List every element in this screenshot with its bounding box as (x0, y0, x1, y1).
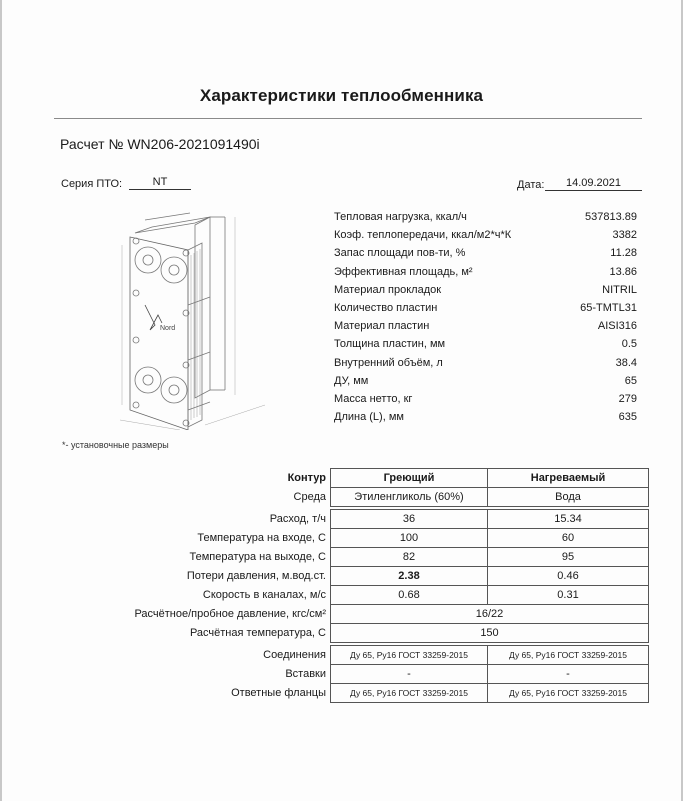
table-header-row (100, 469, 649, 488)
circuits-table (100, 468, 649, 703)
spec-row (334, 263, 637, 281)
spec-row (334, 317, 637, 335)
footnote: *- установочные размеры (62, 440, 169, 450)
row-label: Потери давления, м.вод.ст. (186, 570, 326, 582)
date-value: 14.09.2021 (545, 177, 642, 191)
table-row (100, 548, 649, 567)
spec-label: Тепловая нагрузка, ккал/ч (334, 211, 467, 223)
column-heated: Нагреваемый (488, 469, 649, 488)
spec-row (334, 299, 637, 317)
drawing-brand: Nord (160, 325, 176, 332)
spec-label: Количество пластин (334, 301, 438, 314)
spec-label: Внутренний объём, л (334, 356, 443, 369)
spec-label: ДУ, мм (334, 374, 369, 387)
spec-label: Материал пластин (334, 320, 430, 333)
row-label: Расход, т/ч (269, 513, 326, 525)
spec-row (334, 354, 637, 372)
cell-heating: 2.38 (331, 567, 488, 586)
cell-heating: 82 (331, 548, 488, 567)
spec-row (334, 372, 637, 390)
row-label: Вставки (285, 668, 326, 680)
column-heating: Греющий (331, 469, 488, 488)
spec-row (334, 208, 637, 226)
spec-value: AISI316 (597, 320, 637, 333)
spec-value: 38.4 (615, 356, 637, 369)
heat-exchanger-drawing (100, 205, 270, 430)
cell-design-temperature: 150 (331, 624, 649, 643)
spec-value: 3382 (612, 229, 637, 242)
table-row (100, 488, 649, 507)
series-value: NT (129, 176, 191, 190)
spec-value: 65 (624, 374, 637, 387)
table-row (100, 665, 649, 684)
row-label: Расчётная температура, С (189, 627, 326, 639)
cell-heated: 0.46 (488, 567, 649, 586)
cell-heated: Ду 65, Ру16 ГОСТ 33259-2015 (488, 646, 649, 665)
spec-value: 279 (618, 392, 637, 405)
cell-heated: 0.31 (488, 586, 649, 605)
spec-value: 65-TMTL31 (580, 301, 637, 314)
cell-heating: 0.68 (331, 586, 488, 605)
cell-heated: 15.34 (488, 510, 649, 529)
spec-label: Толщина пластин, мм (334, 338, 446, 351)
row-label: Скорость в каналах, м/с (202, 589, 326, 601)
cell-heated: - (488, 665, 649, 684)
cell-heating: Ду 65, Ру16 ГОСТ 33259-2015 (331, 646, 488, 665)
row-label: Соединения (263, 649, 326, 661)
cell-heated: Ду 65, Ру16 ГОСТ 33259-2015 (488, 684, 649, 703)
title-divider (54, 118, 642, 119)
cell-design-pressure: 16/22 (331, 605, 649, 624)
row-label: Среда (293, 491, 326, 503)
calculation-number: Расчет № WN206-2021091490i (60, 136, 260, 152)
page-edge-left (0, 0, 2, 801)
spec-row (334, 390, 637, 408)
cell-heating: Ду 65, Ру16 ГОСТ 33259-2015 (331, 684, 488, 703)
spec-row (334, 281, 637, 299)
table-row (100, 567, 649, 586)
spec-value: 13.86 (609, 265, 637, 278)
spec-row (334, 335, 637, 353)
table-row (100, 646, 649, 665)
table-row (100, 605, 649, 624)
table-row (100, 624, 649, 643)
date-label: Дата: (517, 179, 545, 191)
row-label: Температура на выходе, С (189, 551, 326, 563)
row-label: Расчётное/пробное давление, кгс/см² (134, 608, 326, 620)
table-row (100, 510, 649, 529)
spec-value: 537813.89 (585, 211, 637, 223)
specs-list (334, 208, 637, 426)
spec-value: NITRIL (602, 283, 637, 296)
table-row (100, 529, 649, 548)
spec-value: 11.28 (610, 247, 637, 260)
spec-row (334, 226, 637, 244)
spec-value: 0.5 (621, 338, 637, 351)
spec-value: 635 (618, 411, 637, 424)
table-row (100, 684, 649, 703)
row-label: Контур (287, 472, 326, 484)
spec-label: Запас площади пов-ти, % (334, 247, 466, 260)
document-title: Характеристики теплообменника (199, 86, 484, 105)
table-row (100, 586, 649, 605)
row-label: Ответные фланцы (231, 687, 326, 699)
spec-label: Эффективная площадь, м² (334, 265, 473, 278)
cell-heated: Вода (488, 488, 649, 507)
cell-heated: 95 (488, 548, 649, 567)
cell-heating: Этиленгликоль (60%) (331, 488, 488, 507)
spec-row (334, 244, 637, 262)
cell-heating: 36 (331, 510, 488, 529)
cell-heating: - (331, 665, 488, 684)
spec-row (334, 408, 637, 426)
spec-label: Масса нетто, кг (334, 392, 413, 405)
series-label: Серия ПТО: (61, 178, 123, 190)
row-label: Температура на входе, С (197, 532, 326, 544)
cell-heated: 60 (488, 529, 649, 548)
spec-label: Материал прокладок (334, 283, 442, 296)
spec-label: Коэф. теплопередачи, ккал/м2*ч*К (334, 229, 512, 242)
spec-label: Длина (L), мм (334, 411, 404, 424)
cell-heating: 100 (331, 529, 488, 548)
